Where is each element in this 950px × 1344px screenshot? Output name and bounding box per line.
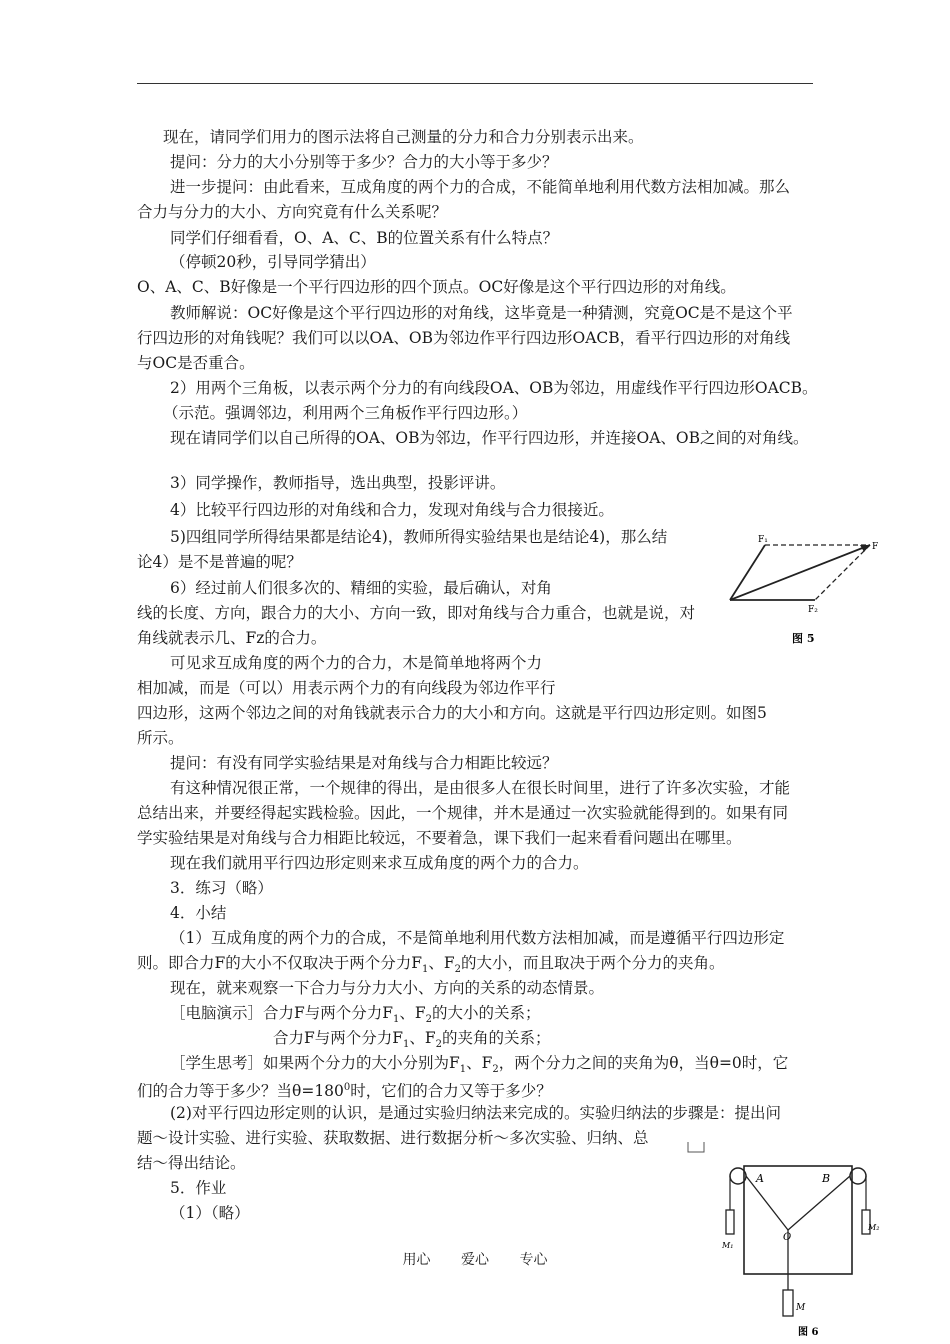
text-line: 相加减，而是（可以）用表示两个力的有向线段为邻边作平行 [137, 679, 556, 697]
page-footer: 用心 爱心 专心 [402, 1252, 548, 1268]
text-line: 学实验结果是对角线与合力相距比较远，不要着急，课下我们一起来看看问题出在哪里。 [137, 829, 742, 847]
text-line: 可见求互成角度的两个力的合力，木是简单地将两个力 [170, 654, 543, 672]
figure-5-caption: 图 5 [792, 632, 815, 645]
text-line: 结～得出结论。 [137, 1154, 246, 1172]
text-line: 提问：分力的大小分别等于多少？合力的大小等于多少？ [170, 153, 558, 171]
text-line: 现在我们就用平行四边形定则来求互成角度的两个力的合力。 [170, 854, 589, 872]
text-line: 4）比较平行四边形的对角线和合力，发现对角线与合力很接近。 [170, 501, 614, 519]
text-line: 线的长度、方向，跟合力的大小、方向一致，即对角线与合力重合，也就是说，对 [137, 604, 696, 622]
dashed-edge-right [815, 545, 870, 600]
figure-6-caption: 图 6 [798, 1327, 819, 1338]
weight-m [783, 1290, 793, 1316]
text-line: 教师解说：OC好像是这个平行四边形的对角线，这毕竟是一种猜测，究竟OC是不是这个平 [170, 304, 793, 322]
text-line: （1）（略） [170, 1204, 250, 1222]
text-line-rich: 合力F与两个分力$F_1$、$F_2$的夹角的关系； [273, 1029, 551, 1051]
text-line: （示范。强调邻边，利用两个三角板作平行四边形。） [163, 404, 528, 422]
figure-5-parallelogram [720, 530, 880, 650]
text-line: 行四边形的对角钱呢？我们可以以OA、OB为邻边作平行四边形OACB，看平行四边形的对角线 [137, 329, 791, 347]
label-b: B [822, 1172, 831, 1185]
label-m: M [796, 1303, 806, 1313]
text-line: 3．练习（略） [170, 879, 273, 897]
resultant-vector [730, 545, 870, 600]
text-line: (2)对平行四边形定则的认识，是通过实验归纳法来完成的。实验归纳法的步骤是：提出问 [170, 1104, 781, 1122]
text-line: 现在，请同学们用力的图示法将自己测量的分力和合力分别表示出来。 [163, 128, 644, 146]
label-o: O [783, 1232, 792, 1243]
text-line-rich: ［电脑演示］合力F与两个分力$F_1$、$F_2$的大小的关系； [170, 1004, 541, 1026]
text-line: 题～设计实验、进行实验、获取数据、进行数据分析～多次实验、归纳、总 [137, 1129, 649, 1147]
text-line: O、A、C、B好像是一个平行四边形的四个顶点。OC好像是这个平行四边形的对角线。 [137, 278, 736, 296]
text-line: 有这种情况很正常，一个规律的得出，是由很多人在很长时间里，进行了许多次实验，才能 [170, 779, 791, 797]
text-line: 所示。 [137, 729, 184, 747]
text-line: 总结出来，并要经得起实践检验。因此，一个规律，并木是通过一次实验就能得到的。如果有同 [137, 804, 789, 822]
text-line: 论4）是不是普遍的呢？ [137, 553, 302, 571]
text-line: 2）用两个三角板，以表示两个分力的有向线段OA、OB为邻边，用虚线作平行四边形OACB。 [170, 379, 818, 397]
label-a: A [756, 1172, 764, 1185]
text-line: 5)四组同学所得结果都是结论4)，教师所得实验结果也是结论4)，那么结 [170, 528, 668, 546]
text-line: 6）经过前人们很多次的、精细的实验，最后确认，对角 [170, 579, 552, 597]
text-line: 4．小结 [170, 904, 227, 922]
bracket-mark [686, 1140, 706, 1154]
label-f2: F₂ [808, 605, 818, 615]
text-line: 3）同学操作，教师指导，选出典型，投影评讲。 [170, 474, 506, 492]
text-line-rich: 们的合力等于多少？当$\theta=180^0$时，它们的合力又等于多少？ [137, 1082, 552, 1101]
label-m1: M₁ [722, 1241, 734, 1250]
label-m2: M₂ [868, 1223, 880, 1232]
text-line: 进一步提问：由此看来，互成角度的两个力的合成，不能简单地利用代数方法相加减。那么 [170, 178, 791, 196]
text-line: （1）互成角度的两个力的合成，不是简单地利用代数方法相加减，而是遵循平行四边形定 [170, 929, 785, 947]
text-line: 四边形，这两个邻边之间的对角钱就表示合力的大小和方向。这就是平行四边形定则。如图5 [137, 704, 767, 722]
text-line: 5．作业 [170, 1179, 227, 1197]
label-f1: F₁ [758, 535, 768, 545]
text-line: 提问：有没有同学实验结果是对角线与合力相距比较远？ [170, 754, 558, 772]
label-f: F [872, 542, 879, 552]
text-line-rich: 则。即合力F的大小不仅取决于两个分力$F_1$、$F_2$的大小，而且取决于两个分力的夹角。 [137, 954, 725, 976]
weight-m1 [726, 1210, 734, 1234]
text-line-rich: ［学生思考］如果两个分力的大小分别为$F_1$、$F_2$，两个分力之间的夹角为θ，当θ=0时，它 [170, 1054, 789, 1076]
text-line: （停顿20秒，引导同学猜出） [170, 253, 376, 271]
text-line: 角线就表示几、Fz的合力。 [137, 629, 327, 647]
text-line: 与OC是否重合。 [137, 354, 255, 372]
text-line: 同学们仔细看看，O、A、C、B的位置关系有什么特点？ [170, 229, 559, 247]
text-line: 现在，就来观察一下合力与分力大小、方向的关系的动态情景。 [170, 979, 605, 997]
text-line: 现在请同学们以自己所得的OA、OB为邻边，作平行四边形，并连接OA、OB之间的对角线。 [170, 429, 809, 447]
f1-vector [730, 545, 765, 600]
text-line: 合力与分力的大小、方向究竟有什么关系呢？ [137, 203, 448, 221]
header-rule [137, 83, 813, 84]
